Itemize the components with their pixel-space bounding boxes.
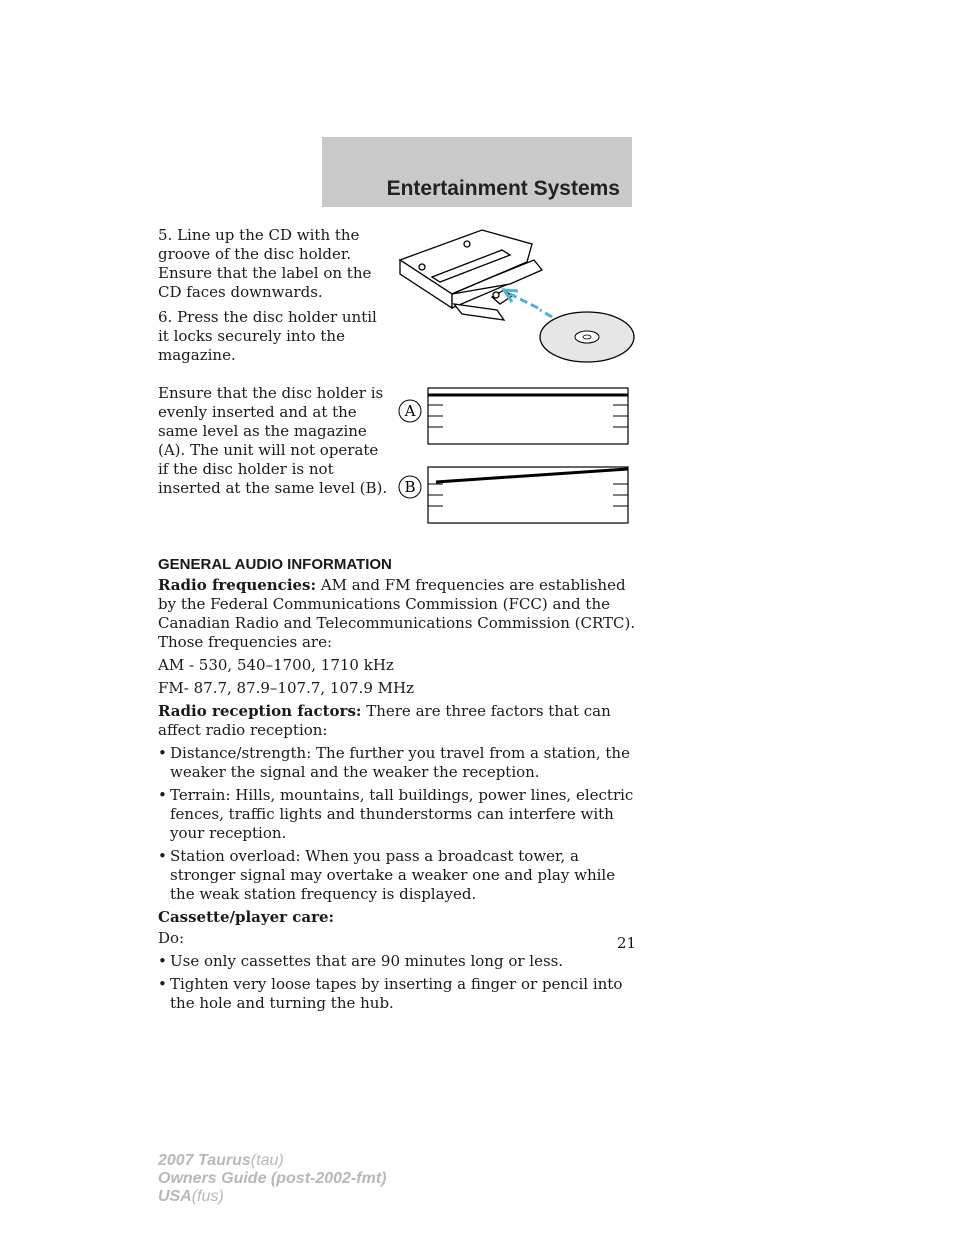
footer-market: USA [158,1188,192,1205]
list-item-text: Use only cassettes that are 90 minutes long or less. [170,952,564,970]
reception-label: Radio reception factors: [158,702,362,720]
bullet-icon: • [158,786,167,804]
label-a: A [404,402,416,420]
page-number: 21 [617,934,637,952]
list-item-text: Tighten very loose tapes by inserting a finger or pencil into the hole and turning the hub. [170,975,623,1012]
bullet-icon: • [158,952,167,970]
bullet-icon: • [158,975,167,993]
care-paragraph [158,908,638,927]
insert-direction-arrow [504,290,552,317]
list-item [158,975,638,1013]
list-item-text: Station overload: When you pass a broadcast tower, a stronger signal may overtake a weaker one and play while the weak station frequency is displayed. [170,847,616,903]
step-6: 6. Press the disc holder until it locks securely into the magazine. [158,308,377,364]
do-label: Do: [158,929,185,947]
section-title: Entertainment Systems [386,177,620,200]
footer-guide: Owners Guide (post-2002-fmt) [158,1170,387,1187]
list-item [158,744,638,782]
reception-paragraph [158,702,638,740]
radio-frequencies-paragraph [158,576,638,652]
cd-insertion-illustration [392,222,642,372]
footer-watermark [158,1152,386,1206]
radio-frequencies-label: Radio frequencies: [158,576,317,594]
bullet-icon: • [158,744,167,762]
cd-steps [158,226,388,371]
level-illustration [398,385,638,525]
list-item-text: Distance/strength: The further you travel from a station, the weaker the signal and the weaker the reception. [170,744,630,781]
am-frequencies: AM - 530, 540–1700, 1710 kHz [158,656,394,674]
footer-model-code: (tau) [250,1152,284,1169]
audio-section [158,555,638,1017]
radio-frequencies-text: AM and FM frequencies are established by the Federal Communications Commission (FCC) and the Canadian Radio and Telecommunications Commission (CRTC). Those frequencies are: [158,576,636,651]
cd-disc-drawing [540,312,634,362]
header-band [322,137,632,207]
figure-a [399,388,628,444]
audio-heading: GENERAL AUDIO INFORMATION [158,556,392,573]
level-note [158,384,388,504]
list-item-text: Terrain: Hills, mountains, tall buildings, power lines, electric fences, traffic lights and thunderstorms can interfere with your reception. [170,786,634,842]
step-5: 5. Line up the CD with the groove of the disc holder. Ensure that the label on the CD faces downwards. [158,226,372,301]
bullet-icon: • [158,847,167,865]
fm-frequencies: FM- 87.7, 87.9–107.7, 107.9 MHz [158,679,414,697]
care-label: Cassette/player care: [158,908,335,926]
footer-market-code: (fus) [191,1188,224,1205]
level-note-text: Ensure that the disc holder is evenly inserted and at the same level as the magazine (A). The unit will not operate if the disc holder is not inserted at the same level (B). [158,384,388,497]
reception-text: There are three factors that can affect radio reception: [158,702,611,739]
list-item [158,952,638,971]
figure-b [399,467,628,523]
footer-model: 2007 Taurus [158,1152,251,1169]
magazine-drawing [400,230,542,320]
list-item [158,786,638,843]
label-b: B [404,478,416,496]
list-item [158,847,638,904]
